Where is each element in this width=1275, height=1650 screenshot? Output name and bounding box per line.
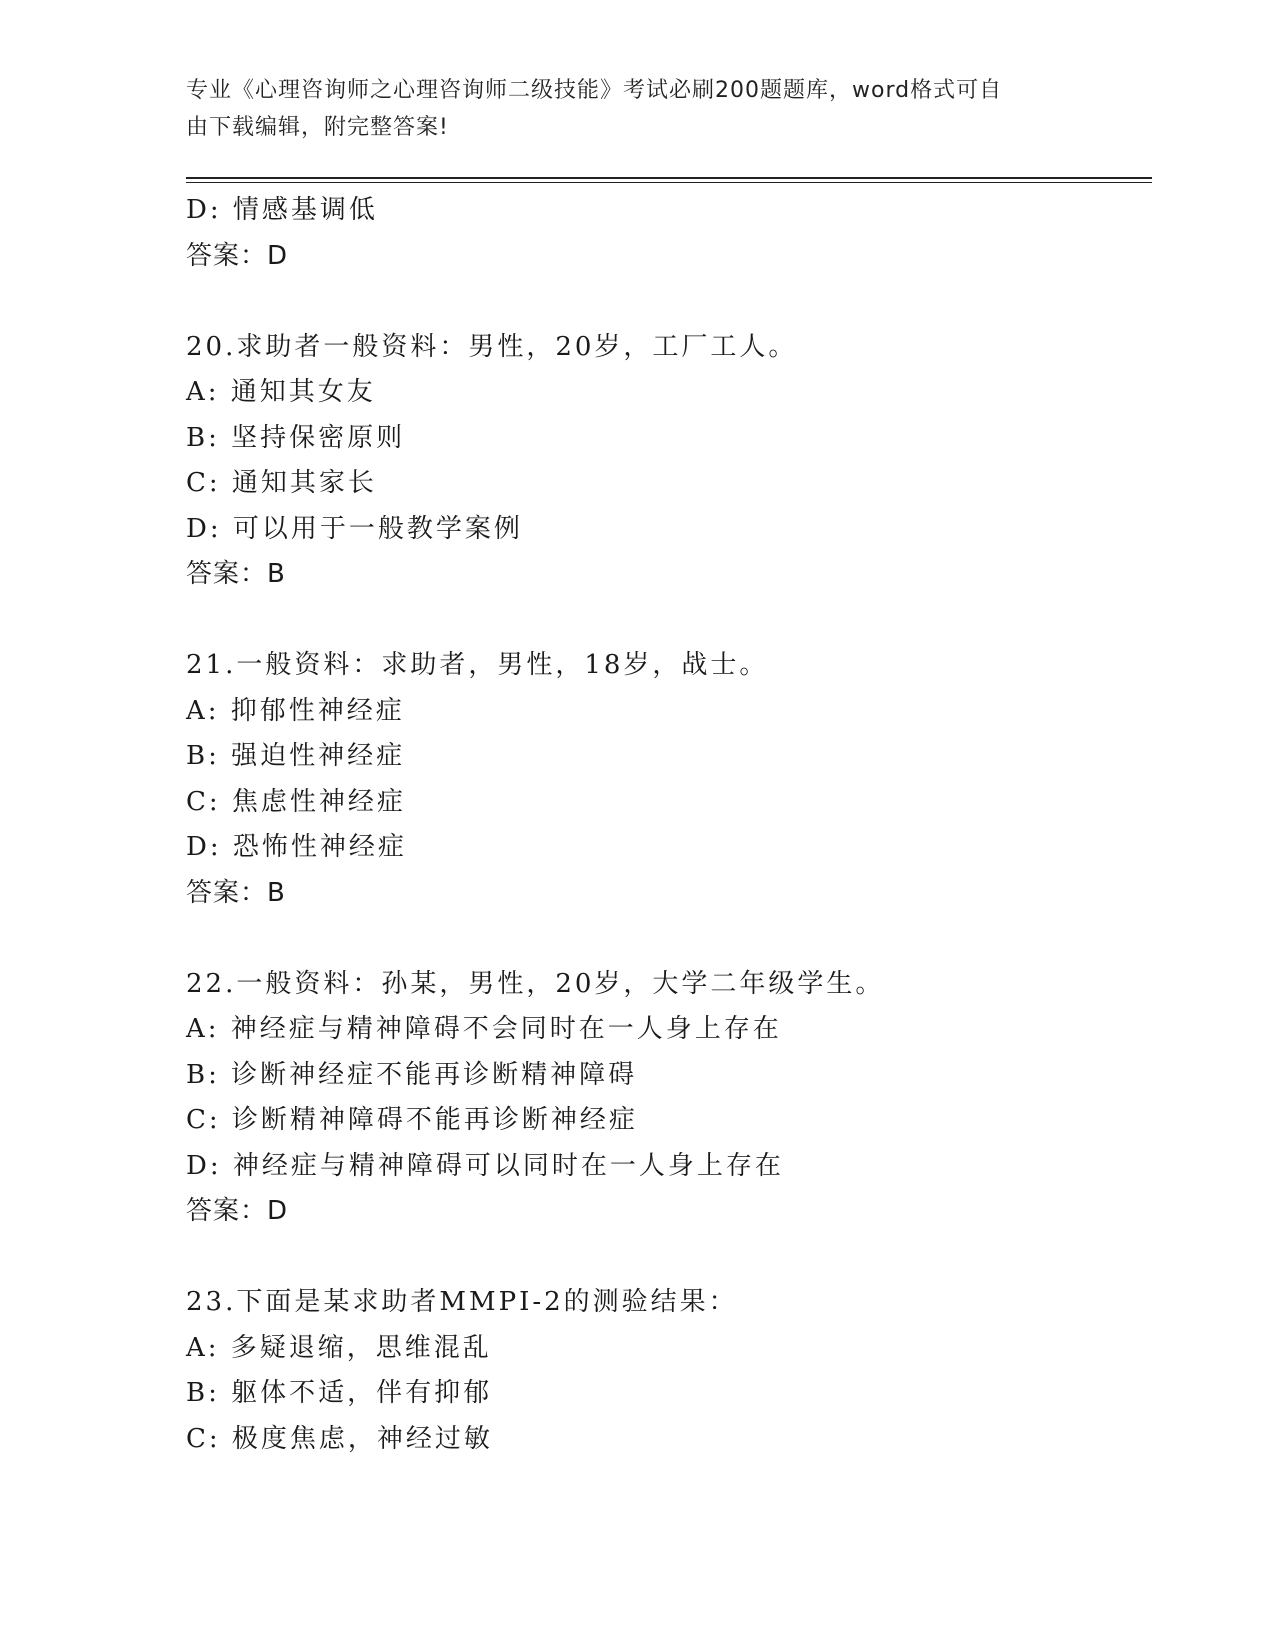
question-21 — [186, 643, 1146, 916]
option-b: B: 躯体不适，伴有抑郁 — [186, 1378, 493, 1408]
option-b: B: 诊断神经症不能再诊断精神障碍 — [186, 1059, 638, 1090]
answer: 答案：D — [186, 1196, 289, 1226]
question-20 — [186, 325, 1146, 598]
answer: 答案：B — [186, 559, 286, 589]
option-d: D: 神经症与精神障碍可以同时在一人身上存在 — [186, 1150, 784, 1181]
option-a: A: 多疑退缩，思维混乱 — [186, 1332, 492, 1363]
question-content — [186, 188, 1146, 1462]
option-d: D: 可以用于一般教学案例 — [186, 513, 523, 544]
option-c: C: 极度焦虑，神经过敏 — [186, 1423, 493, 1454]
header-divider-thin — [186, 182, 1152, 183]
option-b: B: 强迫性神经症 — [186, 741, 406, 771]
question-stem: 23.下面是某求助者MMPI-2的测验结果： — [186, 1287, 738, 1317]
header-line-2: 由下载编辑，附完整答案! — [186, 115, 449, 140]
question-stem: 20.求助者一般资料：男性，20岁，工厂工人。 — [186, 331, 798, 362]
option-d: D: 恐怖性神经症 — [186, 832, 407, 862]
option-a: A: 通知其女友 — [186, 377, 376, 407]
document-header — [186, 72, 1066, 146]
option-c: C: 焦虑性神经症 — [186, 786, 406, 817]
answer: 答案：B — [186, 877, 286, 908]
question-22 — [186, 962, 1146, 1235]
carryover-answer: 答案：D — [186, 240, 289, 271]
option-a: A: 抑郁性神经症 — [186, 695, 405, 726]
question-stem: 22.一般资料：孙某，男性，20岁，大学二年级学生。 — [186, 968, 885, 999]
option-a: A: 神经症与精神障碍不会同时在一人身上存在 — [186, 1014, 782, 1044]
spacer — [186, 598, 1146, 644]
option-c: C: 诊断精神障碍不能再诊断神经症 — [186, 1105, 638, 1135]
question-stem: 21.一般资料：求助者，男性，18岁，战士。 — [186, 650, 769, 680]
spacer — [186, 1235, 1146, 1281]
option-b: B: 坚持保密原则 — [186, 422, 406, 453]
spacer — [186, 279, 1146, 325]
carryover-option-d: D: 情感基调低 — [186, 195, 378, 225]
option-c: C: 通知其家长 — [186, 468, 377, 498]
question-23 — [186, 1280, 1146, 1462]
spacer — [186, 916, 1146, 962]
header-divider-thick — [186, 177, 1152, 179]
header-line-1: 专业《心理咨询师之心理咨询师二级技能》考试必刷200题题库，word格式可自 — [186, 78, 1003, 103]
